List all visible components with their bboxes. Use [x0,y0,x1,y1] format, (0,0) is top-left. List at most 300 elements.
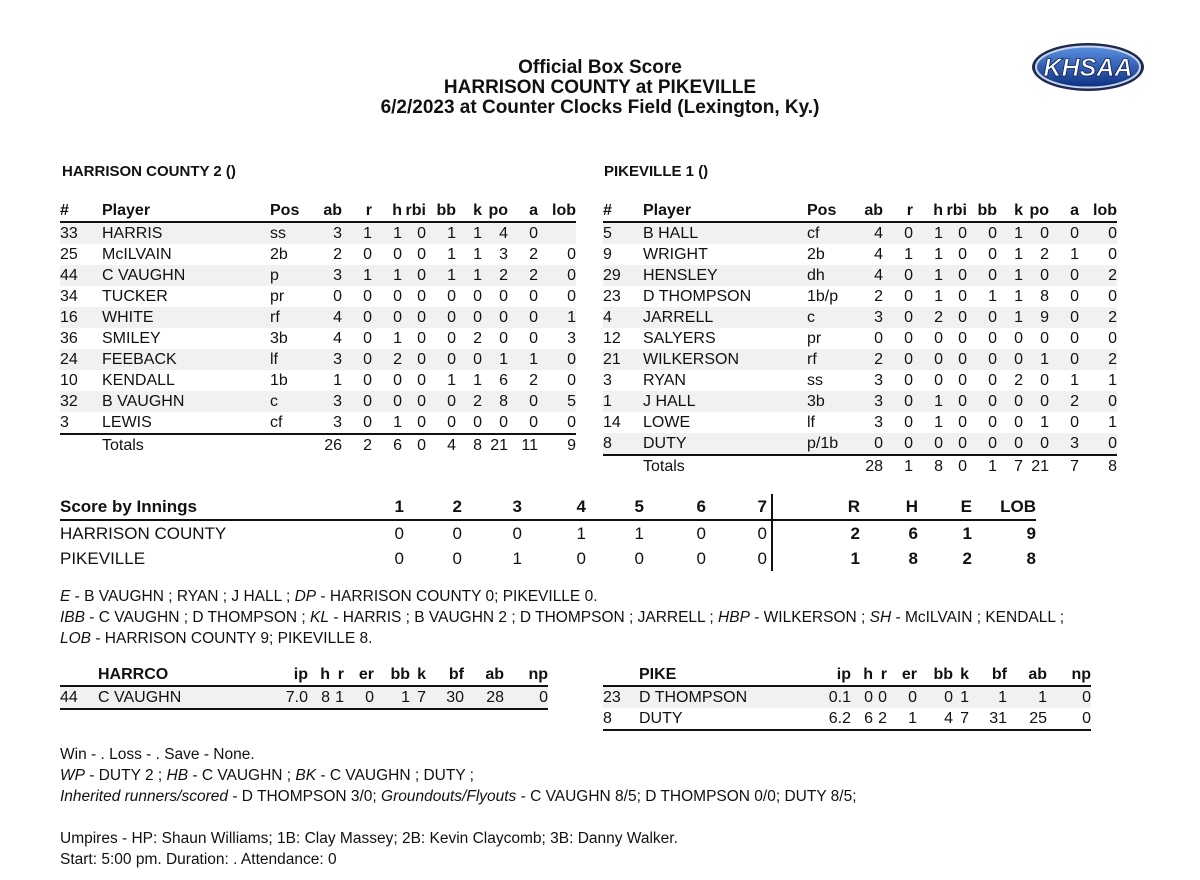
inning-score-cell: 1 [576,524,586,543]
player-po-cell: 6 [499,372,508,389]
player-num-cell: 23 [603,288,621,305]
player-lob-cell [538,222,576,244]
pitcher-ip-cell: 7.0 [278,686,308,709]
batting-column-header: ab [308,200,342,222]
pitcher-h-cell: 6 [851,708,873,730]
player-num-cell: 1 [603,391,643,412]
totals-po-cell: 21 [482,434,508,456]
player-bb-cell: 0 [447,330,456,347]
totals-spacer [60,434,102,456]
player-bb-cell: 0 [988,246,997,263]
summary-header: H [860,494,918,520]
player-ab-cell: 3 [874,414,883,431]
player-bb-cell: 0 [967,222,997,244]
hb-label: HB [166,767,189,784]
innings-team-name: HARRISON COUNTY [60,524,227,543]
player-ab-cell: 3 [847,391,883,412]
player-ab-cell: 4 [308,307,342,328]
pitching-column-header: er [344,664,374,686]
player-lob-cell: 0 [538,412,576,434]
summary-e-cell: 2 [962,549,972,568]
player-rbi-cell: 0 [958,372,967,389]
player-bb-cell: 0 [426,307,456,328]
inning-score-cell: 0 [452,549,462,568]
player-lob-cell: 0 [1108,288,1117,305]
player-r-cell: 0 [363,372,372,389]
lob-label: LOB [60,630,92,647]
player-rbi-cell: 0 [943,307,967,328]
notes-line-2 [60,607,1064,628]
player-a-cell: 2 [529,372,538,389]
batting-column-header: po [482,200,508,222]
player-name-cell: D THOMPSON [643,288,752,305]
batting-column-header: bb [967,200,997,222]
player-a-cell: 2 [1049,391,1079,412]
sh-label: SH [869,609,892,626]
player-k-cell: 1 [456,265,482,286]
pitching-num-header [603,664,639,686]
pitching-column-header: bb [917,664,953,686]
batting-column-header: a [508,200,538,222]
player-pos-cell: c [270,391,308,412]
player-h-cell: 1 [372,222,402,244]
pitcher-er-cell: 1 [887,708,917,730]
batting-column-header: r [883,200,913,222]
player-row [60,391,576,412]
player-h-cell: 2 [372,349,402,370]
player-name-cell: DUTY [643,433,807,455]
player-rbi-cell: 0 [958,414,967,431]
player-k-cell: 1 [473,246,482,263]
player-name-cell: J HALL [643,391,807,412]
inning-score-cell: 0 [394,524,404,543]
totals-spacer [603,455,643,477]
player-r-cell: 0 [342,391,372,412]
player-num-cell: 34 [60,288,78,305]
player-pos-cell: rf [807,349,847,370]
inning-header: 7 [706,494,772,520]
player-r-cell: 0 [363,288,372,305]
player-r-cell: 0 [904,330,913,347]
pitcher-row [603,686,1091,708]
pitcher-ab-cell: 25 [1007,708,1047,730]
player-bb-cell: 0 [967,433,997,455]
player-num-cell: 3 [60,412,102,434]
player-ab-cell: 3 [308,265,342,286]
player-r-cell: 0 [904,288,913,305]
player-lob-cell: 1 [1108,414,1117,431]
totals-bb-cell: 1 [967,455,997,477]
player-pos-cell: pr [807,330,822,347]
player-k-cell: 1 [997,307,1023,328]
player-rbi-cell: 0 [402,349,426,370]
player-k-cell: 1 [456,222,482,244]
bk-text: - C VAUGHN ; DUTY ; [316,767,474,784]
gf-label: Groundouts/Flyouts [381,788,517,805]
player-pos-cell: 2b [807,246,825,263]
player-rbi-cell: 0 [402,412,426,434]
player-r-cell: 0 [883,349,913,370]
wp-text: - DUTY 2 ; [84,767,167,784]
pitcher-num-cell: 23 [603,686,639,708]
inherited-line [60,786,857,807]
player-num-cell: 14 [603,414,621,431]
player-pos-cell: 3b [270,330,288,347]
player-name-cell: TUCKER [102,288,168,305]
player-row [60,222,576,244]
summary-lob-cell: 8 [1026,549,1036,568]
inning-header: 4 [522,494,586,520]
player-po-cell: 8 [1040,288,1049,305]
pitching-team-header: HARRCO [98,664,278,686]
pitcher-bb-cell: 4 [917,708,953,730]
totals-lob-cell: 8 [1079,455,1117,477]
kl-text: - HARRIS ; B VAUGHN 2 ; D THOMPSON ; JARRELL ; [329,609,719,626]
pitcher-bb-cell: 0 [917,686,953,708]
player-ab-cell: 3 [847,307,883,328]
summary-header: E [918,494,972,520]
summary-lob-cell: 9 [1026,524,1036,543]
player-k-cell: 0 [997,349,1023,370]
batting-column-header: po [1023,200,1049,222]
batting-column-header: h [372,200,402,222]
player-pos-cell: lf [270,349,308,370]
pitching-column-header: ab [1007,664,1047,686]
player-rbi-cell: 0 [402,222,426,244]
player-num-cell: 10 [60,372,78,389]
totals-lob-cell: 9 [538,434,576,456]
player-rbi-cell: 0 [417,372,426,389]
player-r-cell: 0 [904,414,913,431]
player-ab-cell: 2 [333,246,342,263]
player-po-cell: 0 [499,330,508,347]
summary-e-cell: 1 [962,524,972,543]
pitching-column-header: h [851,664,873,686]
player-r-cell: 0 [342,307,372,328]
player-k-cell: 1 [1014,288,1023,305]
player-lob-cell: 0 [567,372,576,389]
player-pos-cell: ss [807,372,823,389]
batting-column-header: rbi [402,200,426,222]
player-rbi-cell: 0 [402,307,426,328]
totals-h-cell: 8 [913,455,943,477]
summary-h-cell: 8 [908,549,918,568]
player-po-cell: 2 [482,265,508,286]
pitcher-name-cell: C VAUGHN [98,686,278,709]
player-rbi-cell: 0 [402,391,426,412]
player-ab-cell: 0 [874,330,883,347]
player-po-cell: 0 [482,307,508,328]
player-lob-cell: 1 [1108,372,1117,389]
player-num-cell: 9 [603,246,612,263]
totals-k-cell: 8 [456,434,482,456]
pitcher-name-cell: D THOMPSON [639,686,821,708]
player-name-cell: C VAUGHN [102,265,270,286]
pitcher-ab-cell: 1 [1007,686,1047,708]
pitcher-k-cell: 7 [953,708,969,730]
player-pos-cell: pr [270,288,285,305]
player-pos-cell: c [807,307,847,328]
player-h-cell: 1 [913,222,943,244]
player-lob-cell: 0 [538,349,576,370]
player-rbi-cell: 0 [402,265,426,286]
start-line: Start: 5:00 pm. Duration: . Attendance: 0 [60,851,337,868]
player-pos-cell: 1b/p [807,288,839,305]
pitching-column-header: bf [426,664,464,686]
pitcher-np-cell: 0 [1047,708,1091,730]
player-a-cell: 0 [529,288,538,305]
away-batting-table [60,200,576,456]
player-pos-cell: 2b [270,246,288,263]
pitching-column-header: r [330,664,344,686]
inning-score-cell: 0 [576,549,586,568]
pitching-column-header: r [873,664,887,686]
player-rbi-cell: 0 [958,330,967,347]
player-k-cell: 0 [997,391,1023,412]
player-ab-cell: 2 [847,349,883,370]
umpires-line: Umpires - HP: Shaun Williams; 1B: Clay Massey; 2B: Kevin Claycomb; 3B: Danny Walker. [60,830,678,847]
player-ab-cell: 3 [308,412,342,434]
player-ab-cell: 4 [847,222,883,244]
notes-line-1 [60,586,1064,607]
player-row [60,328,576,349]
player-ab-cell: 4 [847,265,883,286]
player-po-cell: 0 [482,412,508,434]
hbp-text: - WILKERSON ; [749,609,870,626]
away-team-title: HARRISON COUNTY 2 () [62,163,236,180]
ibb-text: - C VAUGHN ; D THOMPSON ; [84,609,311,626]
pitcher-np-cell: 0 [1047,686,1091,708]
player-r-cell: 0 [883,307,913,328]
pitcher-ip-cell: 0.1 [821,686,851,708]
inning-score-cell: 0 [452,524,462,543]
player-k-cell: 2 [473,330,482,347]
batting-column-header: rbi [943,200,967,222]
player-num-cell: 29 [603,265,643,286]
player-po-cell: 0 [1023,222,1049,244]
player-k-cell: 0 [997,433,1023,455]
innings-team-row [60,546,1036,571]
batting-column-header: k [456,200,482,222]
inning-score-cell: 1 [634,524,644,543]
player-row [603,286,1117,307]
player-name-cell: KENDALL [102,372,175,389]
player-row [60,286,576,307]
player-lob-cell: 2 [1079,349,1117,370]
player-po-cell: 0 [1023,433,1049,455]
player-r-cell: 1 [904,246,913,263]
player-po-cell: 0 [1023,391,1049,412]
player-k-cell: 0 [456,307,482,328]
player-name-cell: WRIGHT [643,246,708,263]
player-bb-cell: 0 [426,349,456,370]
batting-column-header: h [913,200,943,222]
totals-a-cell: 11 [508,434,538,456]
player-a-cell: 2 [529,246,538,263]
player-lob-cell: 0 [1079,433,1117,455]
totals-bb-cell: 4 [426,434,456,456]
player-k-cell: 1 [1014,246,1023,263]
player-po-cell: 0 [1040,372,1049,389]
player-r-cell: 0 [342,349,372,370]
pitching-header-row [60,664,548,686]
player-po-cell: 0 [1023,265,1049,286]
pitching-num-header [60,664,98,686]
totals-r-cell: 2 [342,434,372,456]
dp-text: - HARRISON COUNTY 0; PIKEVILLE 0. [316,588,598,605]
player-k-cell: 2 [456,391,482,412]
batting-column-header: ab [847,200,883,222]
totals-label: Totals [643,455,807,477]
player-row [603,328,1117,349]
player-a-cell: 1 [508,349,538,370]
batting-column-header: Player [643,200,807,222]
batting-column-header: a [1049,200,1079,222]
game-dateline: 6/2/2023 at Counter Clocks Field (Lexington, Ky.) [380,97,820,118]
player-bb-cell: 1 [426,222,456,244]
player-k-cell: 0 [456,349,482,370]
player-lob-cell: 0 [1079,391,1117,412]
player-row [60,265,576,286]
player-num-cell: 12 [603,330,621,347]
player-ab-cell: 0 [847,433,883,455]
player-h-cell: 1 [934,246,943,263]
player-po-cell: 2 [1040,246,1049,263]
player-num-cell: 5 [603,222,643,244]
batting-column-header: r [342,200,372,222]
pitching-column-header: k [953,664,969,686]
player-ab-cell: 1 [333,372,342,389]
summary-header: R [772,494,860,520]
sh-text: - McILVAIN ; KENDALL ; [891,609,1065,626]
player-r-cell: 1 [342,265,372,286]
player-num-cell: 3 [603,372,612,389]
player-row [60,244,576,265]
inning-score-cell: 0 [512,524,522,543]
player-po-cell: 0 [1040,330,1049,347]
totals-row [60,434,576,456]
report-title: Official Box Score [518,57,682,78]
player-lob-cell: 0 [1108,246,1117,263]
game-footer [60,744,857,870]
player-rbi-cell: 0 [958,246,967,263]
player-pos-cell: 1b [270,372,288,389]
player-po-cell: 1 [482,349,508,370]
player-name-cell: B VAUGHN [102,391,270,412]
player-k-cell: 1 [997,222,1023,244]
player-a-cell: 0 [1049,349,1079,370]
pitching-column-header: k [410,664,426,686]
player-pos-cell: p [270,265,308,286]
inning-score-cell: 1 [512,549,522,568]
player-h-cell: 0 [913,433,943,455]
player-rbi-cell: 0 [958,288,967,305]
player-po-cell: 8 [482,391,508,412]
inning-score-cell: 0 [706,520,772,546]
batting-column-header: bb [426,200,456,222]
e-text: - B VAUGHN ; RYAN ; J HALL ; [70,588,295,605]
e-label: E [60,588,71,605]
totals-ab-cell: 26 [308,434,342,456]
decisions-line: Win - . Loss - . Save - None. [60,746,255,763]
player-h-cell: 1 [913,265,943,286]
player-a-cell: 0 [1070,330,1079,347]
pitcher-h-cell: 8 [308,686,330,709]
player-h-cell: 0 [934,372,943,389]
player-po-cell: 1 [1040,414,1049,431]
player-r-cell: 0 [363,330,372,347]
player-rbi-cell: 0 [943,391,967,412]
player-bb-cell: 0 [426,391,456,412]
pitcher-bf-cell: 30 [426,686,464,709]
pitching-column-header: np [504,664,548,686]
player-h-cell: 0 [393,246,402,263]
player-row [603,222,1117,244]
player-h-cell: 1 [913,391,943,412]
player-ab-cell: 0 [333,288,342,305]
player-a-cell: 0 [1049,222,1079,244]
totals-r-cell: 1 [883,455,913,477]
batting-column-header: Player [102,200,270,222]
pitching-column-header: bb [374,664,410,686]
player-name-cell: FEEBACK [102,349,270,370]
player-num-cell: 16 [60,307,102,328]
totals-spacer [270,434,308,456]
player-a-cell: 3 [1049,433,1079,455]
player-lob-cell: 0 [538,265,576,286]
player-row [603,370,1117,391]
batting-column-header: k [997,200,1023,222]
player-lob-cell: 2 [1079,265,1117,286]
pitcher-num-cell: 8 [603,708,639,730]
pitcher-er-cell: 0 [344,686,374,709]
totals-spacer [807,455,847,477]
player-num-cell: 32 [60,391,102,412]
pitcher-row [603,708,1091,730]
pitching-column-header: bf [969,664,1007,686]
player-h-cell: 1 [372,412,402,434]
player-h-cell: 0 [393,372,402,389]
player-rbi-cell: 0 [417,330,426,347]
player-row [603,433,1117,455]
player-a-cell: 0 [508,412,538,434]
player-bb-cell: 1 [447,246,456,263]
player-row [60,307,576,328]
totals-po-cell: 21 [1023,455,1049,477]
totals-k-cell: 7 [997,455,1023,477]
player-row [603,307,1117,328]
ir-text: - D THOMPSON 3/0; [228,788,382,805]
pitching-team-header: PIKE [639,664,821,686]
player-row [603,391,1117,412]
player-h-cell: 2 [913,307,943,328]
player-pos-cell: rf [270,307,308,328]
player-row [603,265,1117,286]
report-header [0,58,1200,118]
player-name-cell: JARRELL [643,307,807,328]
player-bb-cell: 0 [967,391,997,412]
player-pos-cell: cf [270,412,308,434]
innings-team-name: PIKEVILLE [60,549,146,568]
player-h-cell: 0 [934,330,943,347]
pitching-column-header: np [1047,664,1091,686]
innings-header-row [60,494,1036,520]
player-row [60,349,576,370]
player-r-cell: 0 [342,412,372,434]
player-a-cell: 0 [1070,414,1079,431]
player-bb-cell: 0 [988,372,997,389]
innings-team-row [60,520,1036,546]
